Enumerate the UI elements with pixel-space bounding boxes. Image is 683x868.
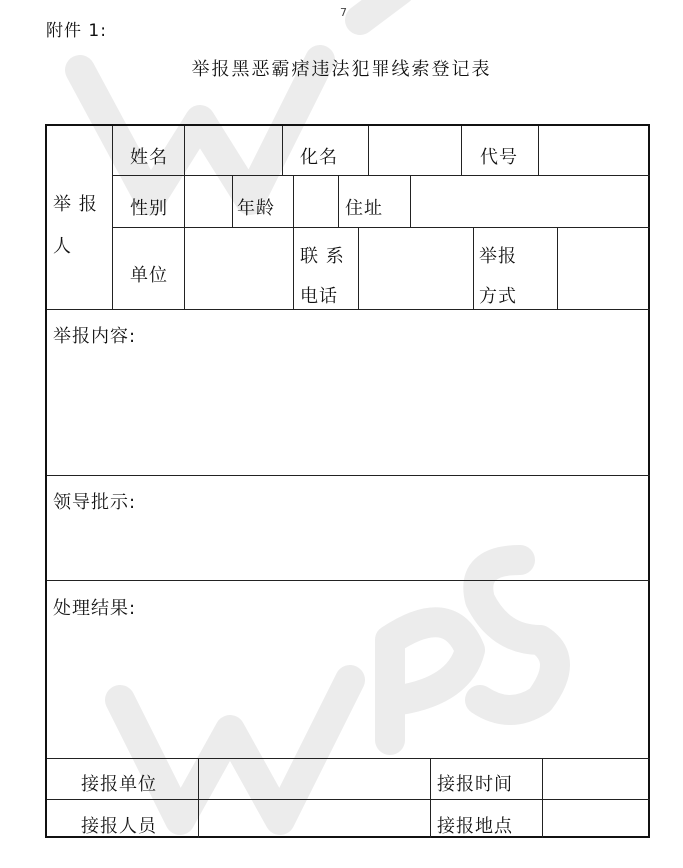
receive-place-label: 接报地点 — [437, 816, 513, 837]
reporter-group-label: 举 报 — [53, 194, 98, 215]
method-field[interactable] — [558, 228, 646, 306]
handling-result-area[interactable] — [50, 620, 646, 754]
receive-unit-field[interactable] — [199, 760, 425, 797]
receive-person-label: 接报人员 — [81, 816, 157, 837]
receive-unit-label: 接报单位 — [81, 774, 157, 795]
page-number: 7 — [340, 6, 347, 19]
receive-time-label: 接报时间 — [437, 774, 513, 795]
address-label: 住址 — [345, 198, 383, 219]
receive-place-field[interactable] — [543, 800, 646, 836]
gender-field[interactable] — [185, 176, 229, 224]
address-field[interactable] — [411, 176, 646, 224]
phone-field[interactable] — [359, 228, 469, 306]
age-field[interactable] — [294, 176, 334, 224]
phone-label: 联 系 — [300, 246, 345, 267]
alias-field[interactable] — [369, 128, 459, 173]
method-label-2: 方式 — [479, 286, 517, 307]
reporter-group-label-2: 人 — [53, 236, 72, 257]
leader-instruction-label: 领导批示: — [53, 492, 137, 513]
method-label: 举报 — [479, 246, 517, 267]
name-label: 姓名 — [130, 147, 168, 168]
report-content-area[interactable] — [50, 348, 646, 472]
code-label: 代号 — [480, 147, 518, 168]
unit-label: 单位 — [130, 265, 168, 286]
leader-instruction-area[interactable] — [50, 514, 646, 576]
alias-label: 化名 — [300, 147, 338, 168]
report-content-label: 举报内容: — [53, 326, 137, 347]
name-field[interactable] — [185, 128, 279, 173]
gender-label: 性别 — [130, 198, 168, 219]
unit-field[interactable] — [185, 228, 289, 306]
handling-result-label: 处理结果: — [53, 598, 137, 619]
phone-label-2: 电话 — [300, 286, 338, 307]
receive-time-field[interactable] — [543, 760, 646, 797]
form-title: 举报黑恶霸痞违法犯罪线索登记表 — [191, 59, 492, 80]
age-label: 年龄 — [237, 198, 275, 219]
annex-label: 附件 1: — [46, 21, 107, 41]
code-field[interactable] — [540, 128, 646, 173]
receive-person-field[interactable] — [199, 800, 425, 836]
